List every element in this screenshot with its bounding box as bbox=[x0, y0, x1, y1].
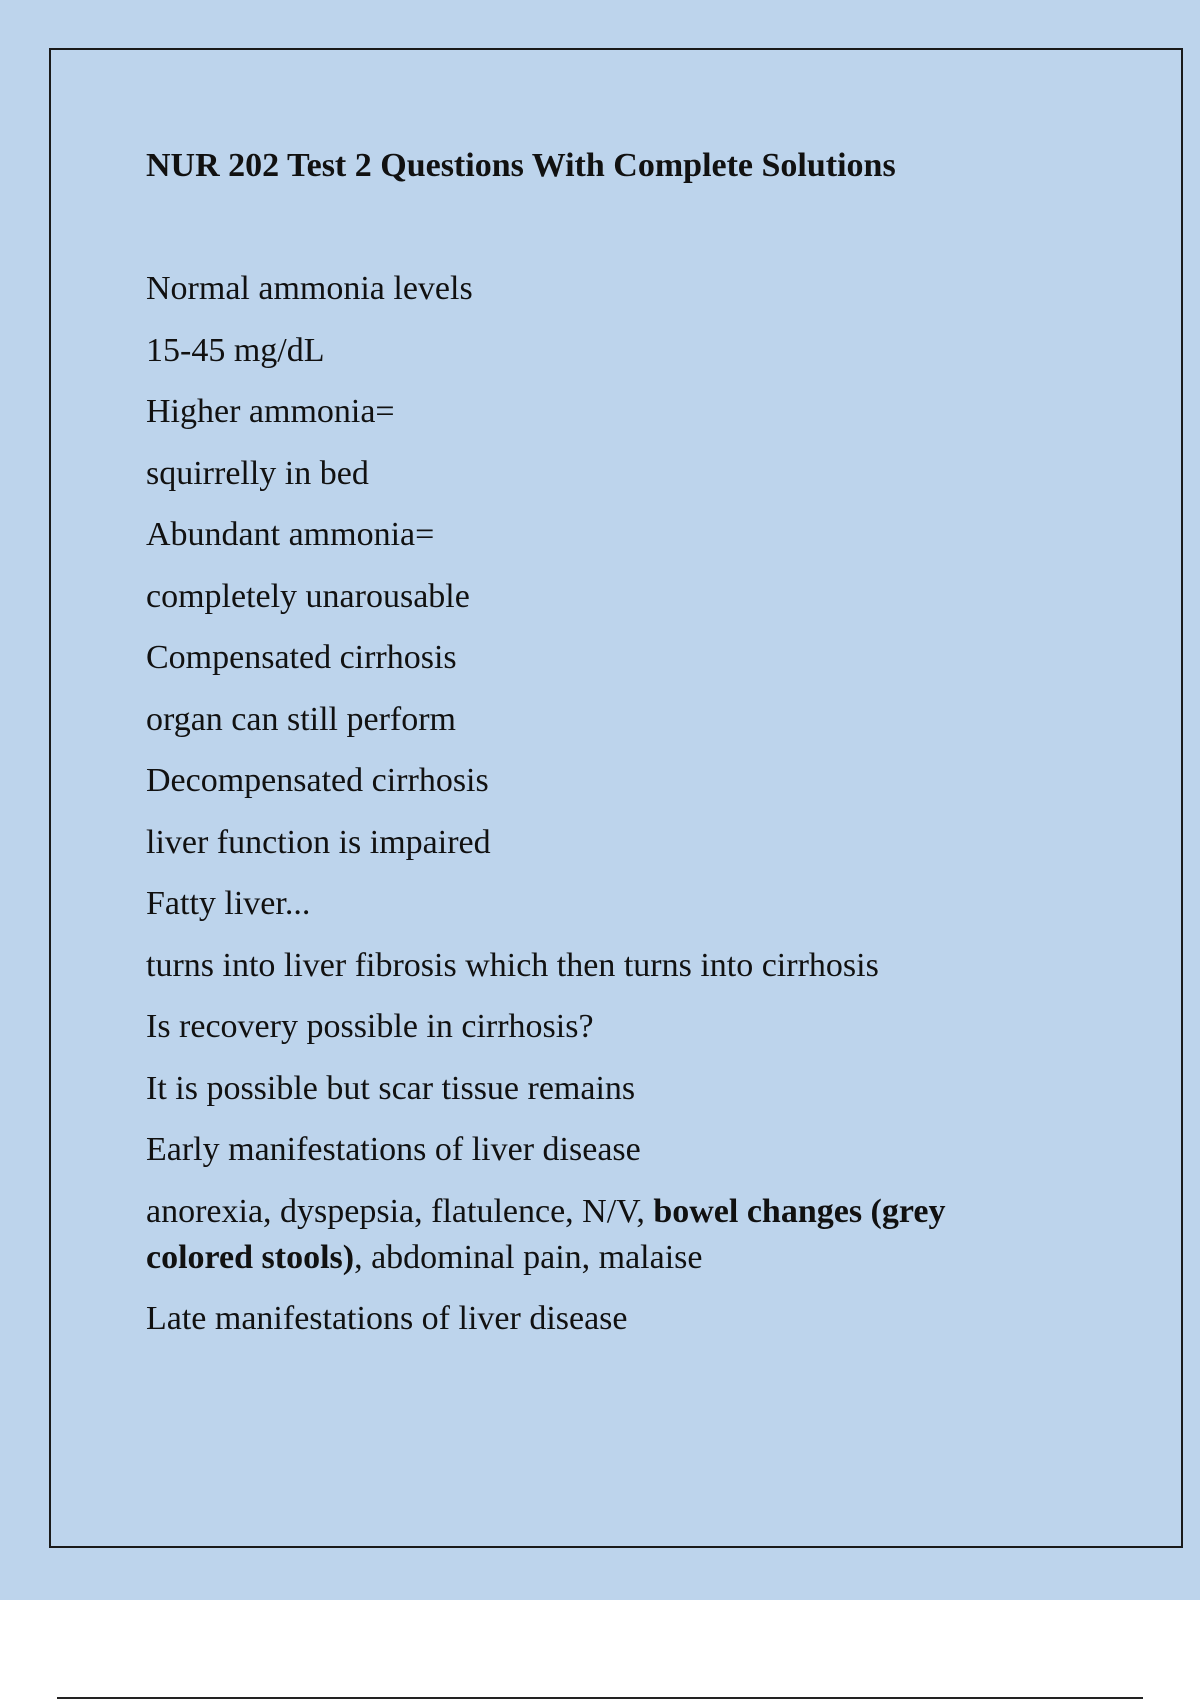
list-item: Higher ammonia= bbox=[146, 393, 395, 430]
list-item: Early manifestations of liver disease bbox=[146, 1131, 641, 1168]
list-item: organ can still perform bbox=[146, 700, 457, 738]
list-item: Is recovery possible in cirrhosis? bbox=[146, 1008, 594, 1045]
mixed-text-bold: bowel changes (grey colored stools) bbox=[146, 1192, 946, 1276]
list-item: liver function is impaired bbox=[146, 823, 491, 861]
footer-divider bbox=[57, 1697, 1143, 1699]
list-item: Abundant ammonia= bbox=[146, 516, 435, 553]
list-item: 15-45 mg/dL bbox=[146, 331, 325, 369]
list-item: Late manifestations of liver disease bbox=[146, 1300, 628, 1337]
list-item: Decompensated cirrhosis bbox=[146, 762, 489, 799]
list-item: Compensated cirrhosis bbox=[146, 639, 457, 676]
mixed-text-start: anorexia, dyspepsia, flatulence, N/V, bbox=[146, 1192, 654, 1230]
list-item-mixed bbox=[146, 1189, 1046, 1281]
list-item: It is possible but scar tissue remains bbox=[146, 1069, 636, 1107]
list-item: completely unarousable bbox=[146, 577, 470, 615]
qa-list bbox=[146, 266, 1046, 1358]
mixed-text-end: , abdominal pain, malaise bbox=[354, 1238, 703, 1276]
list-item: turns into liver fibrosis which then turns into cirrhosis bbox=[146, 946, 879, 984]
document-title: NUR 202 Test 2 Questions With Complete Solutions bbox=[146, 147, 896, 184]
list-item: Normal ammonia levels bbox=[146, 270, 473, 307]
list-item: squirrelly in bed bbox=[146, 454, 369, 492]
list-item: Fatty liver... bbox=[146, 885, 311, 922]
